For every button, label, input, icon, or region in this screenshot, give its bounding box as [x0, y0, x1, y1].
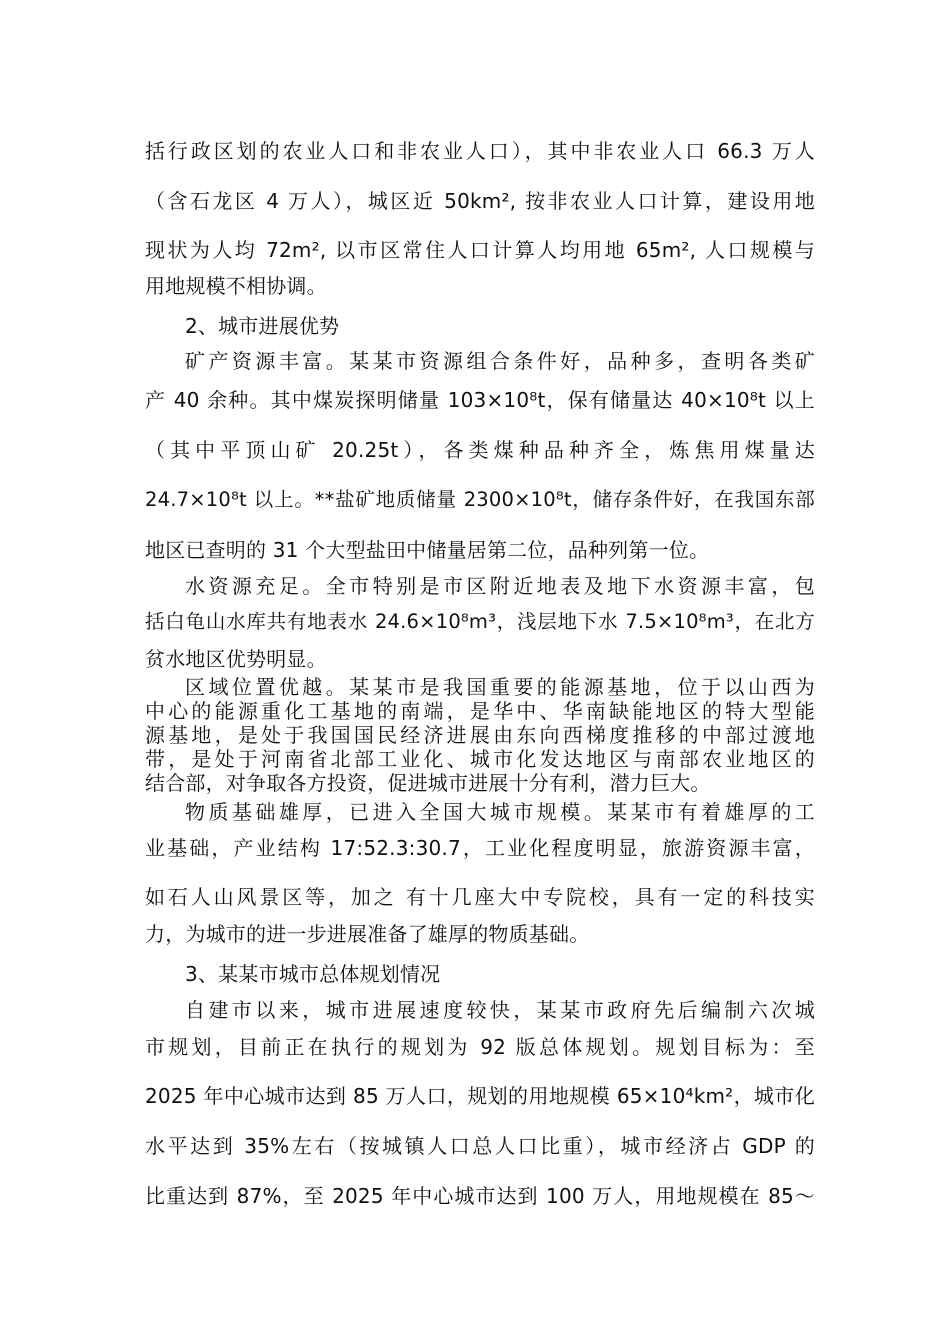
p3-line-2: 括白龟山水库共有地表水 24.6×10⁸m³，浅层地下水 7.5×10⁸m³，在北方 [145, 610, 815, 633]
p6-line-4: 水平达到 35%左右（按城镇人口总人口比重），城市经济占 GDP 的 [145, 1134, 815, 1158]
p2-line-4: 24.7×10⁸t 以上。**盐矿地质储量 2300×10⁸t，储存条件好，在我国东部 [145, 488, 815, 511]
p4-line-2: 中心的能源重化工基地的南端，是华中、华南缺能地区的特大型能 [145, 699, 815, 723]
p5-line-4: 力，为城市的进一步进展准备了雄厚的物质基础。 [145, 922, 590, 946]
p5-line-2: 业基础，产业结构 17:52.3:30.7，工业化程度明显，旅游资源丰富， [145, 836, 815, 860]
p3-line-3: 贫水地区优势明显。 [145, 647, 327, 671]
p1-line-3: 现状为人均 72m², 以市区常住人口计算人均用地 65m², 人口规模与 [145, 238, 815, 262]
p2-line-1: 矿产资源丰富。某某市资源组合条件好，品种多，查明各类矿 [185, 349, 815, 373]
p5-line-1: 物质基础雄厚，已进入全国大城市规模。某某市有着雄厚的工 [185, 800, 815, 824]
p6-line-1: 自建市以来，城市进展速度较快，某某市政府先后编制六次城 [185, 998, 815, 1022]
section-heading-3: 3、某某市城市总体规划情况 [185, 962, 441, 986]
p4-line-4: 带，是处于河南省北部工业化、城市化发达地区与南部农业地区的 [145, 747, 815, 771]
section-heading-2: 2、城市进展优势 [185, 314, 340, 338]
p6-line-5: 比重达到 87%，至 2025 年中心城市达到 100 万人，用地规模在 85～ [145, 1184, 815, 1208]
p3-line-1: 水资源充足。全市特别是市区附近地表及地下水资源丰富，包 [185, 574, 815, 598]
p4-line-1: 区域位置优越。某某市是我国重要的能源基地，位于以山西为 [185, 675, 815, 699]
p6-line-3: 2025 年中心城市达到 85 万人口，规划的用地规模 65×10⁴km²，城市化 [145, 1084, 815, 1108]
p2-line-2: 产 40 余种。其中煤炭探明储量 103×10⁸t，保有储量达 40×10⁸t 以上 [145, 388, 815, 412]
p1-line-1: 括行政区划的农业人口和非农业人口），其中非农业人口 66.3 万人 [145, 139, 815, 163]
p4-line-5: 结合部，对争取各方投资，促进城市进展十分有利，潜力巨大。 [145, 771, 711, 795]
p1-line-4: 用地规模不相协调。 [145, 274, 327, 298]
p4-line-3: 源基地，是处于我国国民经济进展由东向西梯度推移的中部过渡地 [145, 723, 815, 747]
p1-line-2: （含石龙区 4 万人），城区近 50km², 按非农业人口计算，建设用地 [145, 189, 815, 213]
p2-line-5: 地区已查明的 31 个大型盐田中储量居第二位，品种列第一位。 [145, 538, 710, 562]
p6-line-2: 市规划，目前正在执行的规划为 92 版总体规划。规划目标为：至 [145, 1035, 815, 1059]
p5-line-3: 如石人山风景区等，加之 有十几座大中专院校，具有一定的科技实 [145, 885, 815, 909]
p2-line-3: （其中平顶山矿 20.25t），各类煤种品种齐全，炼焦用煤量达 [145, 438, 815, 462]
